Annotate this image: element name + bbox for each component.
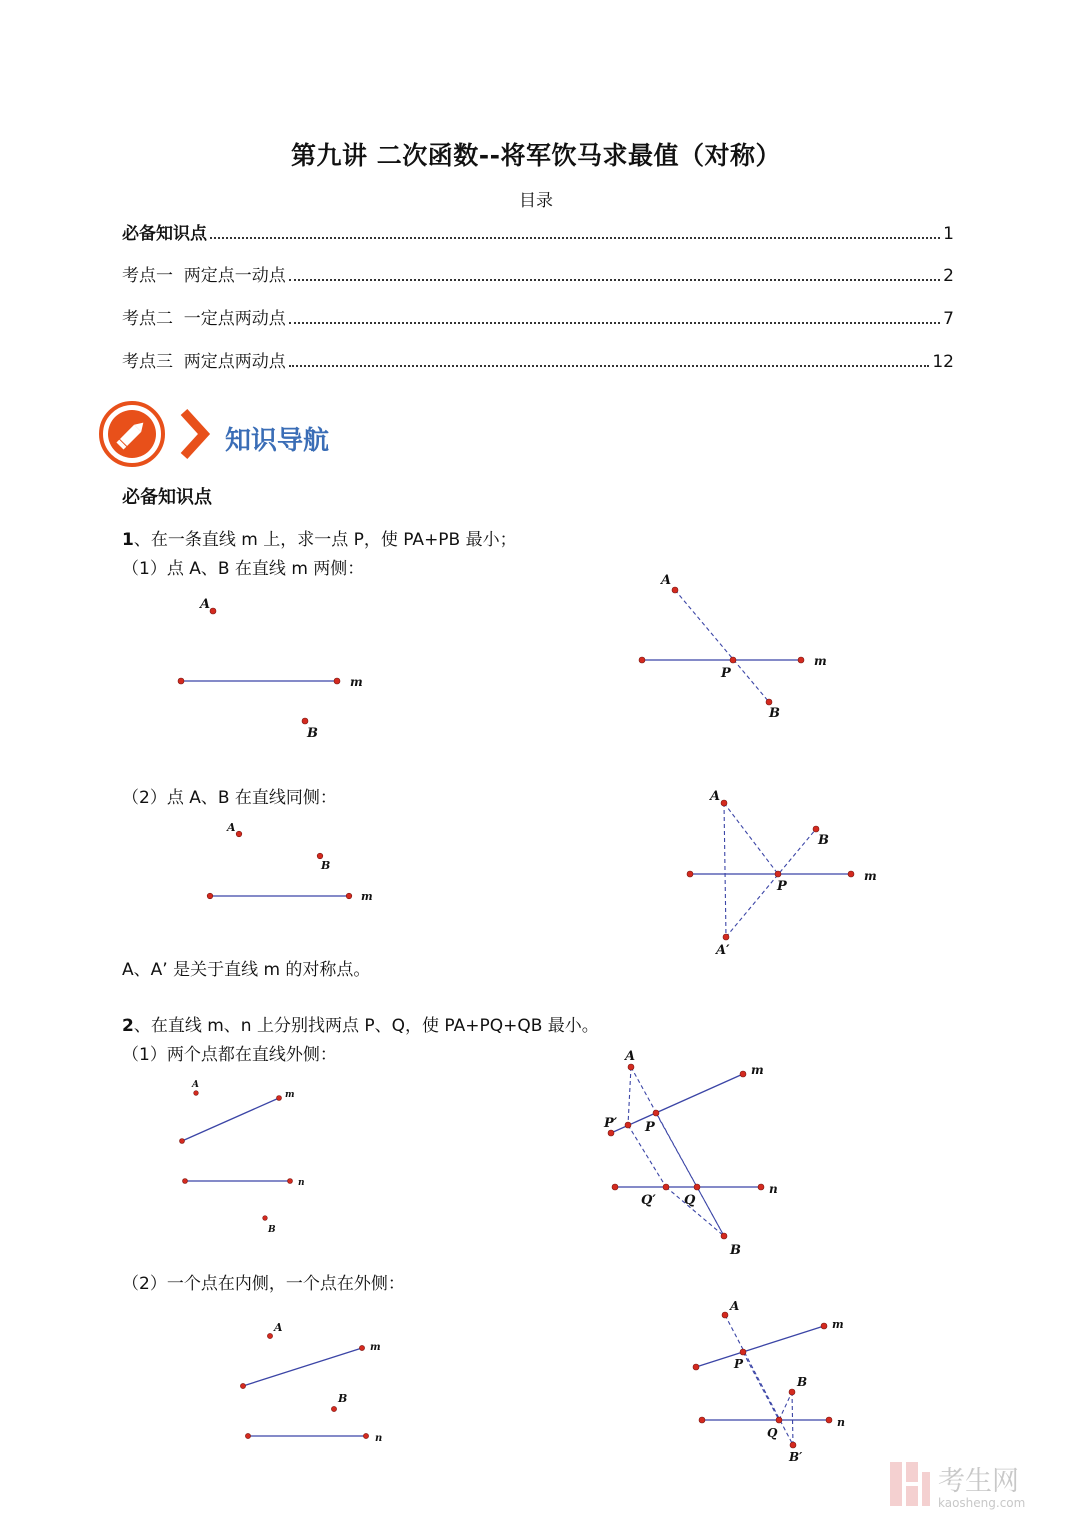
point bbox=[612, 1184, 618, 1190]
label-q-prime: Q′ bbox=[641, 1193, 656, 1208]
point bbox=[740, 1071, 746, 1077]
toc-item-page: 2 bbox=[943, 266, 954, 286]
point-b bbox=[317, 853, 323, 859]
figure-3a bbox=[180, 1080, 305, 1235]
label-a: A bbox=[710, 789, 721, 804]
label-q: Q bbox=[767, 1426, 778, 1440]
point-b bbox=[766, 699, 772, 705]
point bbox=[245, 1433, 250, 1438]
problem-2-case-1: （1）两个点都在直线外侧： bbox=[122, 1045, 337, 1065]
point bbox=[699, 1417, 705, 1423]
point bbox=[826, 1417, 832, 1423]
label-m: m bbox=[350, 675, 363, 689]
point-a bbox=[721, 800, 727, 806]
toc-heading: 目录 bbox=[519, 191, 553, 211]
toc-item-page: 7 bbox=[943, 309, 954, 329]
point bbox=[758, 1184, 764, 1190]
point-b bbox=[263, 1216, 268, 1221]
label-m: m bbox=[751, 1063, 764, 1077]
point-b bbox=[302, 718, 308, 724]
toc-item-label: 考点三 两定点两动点 bbox=[122, 352, 286, 372]
label-m: m bbox=[832, 1318, 844, 1331]
label-b: B bbox=[818, 833, 829, 848]
figure-2b bbox=[687, 789, 877, 958]
label-b: B bbox=[730, 1243, 741, 1258]
point-q bbox=[694, 1184, 700, 1190]
point-b bbox=[331, 1406, 336, 1411]
figure-4b bbox=[693, 1299, 845, 1464]
label-m: m bbox=[361, 890, 373, 903]
point bbox=[240, 1383, 245, 1388]
segment-bb-prime bbox=[792, 1392, 793, 1445]
toc-item-page: 1 bbox=[943, 224, 954, 244]
problem-1-case-2: （2）点 A、B 在直线同侧： bbox=[122, 788, 337, 808]
label-a: A bbox=[730, 1299, 740, 1313]
point-a bbox=[194, 1091, 199, 1096]
segment-pq bbox=[743, 1352, 779, 1420]
point-b bbox=[813, 826, 819, 832]
figure-1b bbox=[639, 573, 827, 721]
point-a bbox=[236, 831, 242, 837]
point bbox=[277, 1096, 282, 1101]
label-b: B bbox=[769, 706, 780, 721]
label-m: m bbox=[864, 869, 877, 883]
figure-2a bbox=[207, 821, 372, 903]
point bbox=[346, 893, 352, 899]
problem-2-text: 、在直线 m、n 上分别找两点 P、Q，使 PA+PQ+QB 最小。 bbox=[133, 1016, 599, 1036]
point bbox=[687, 871, 693, 877]
point bbox=[639, 657, 645, 663]
point bbox=[207, 893, 213, 899]
segment-ap bbox=[724, 803, 778, 874]
point bbox=[363, 1433, 368, 1438]
segment-qb bbox=[779, 1392, 792, 1420]
point-b bbox=[721, 1233, 727, 1239]
label-a: A bbox=[625, 1049, 636, 1064]
problem-1-note: A、A’ 是关于直线 m 的对称点。 bbox=[122, 960, 371, 980]
label-p: P bbox=[777, 879, 787, 894]
point-b bbox=[789, 1389, 795, 1395]
label-n: n bbox=[837, 1416, 845, 1429]
problem-1-case-1: （1）点 A、B 在直线 m 两侧： bbox=[122, 559, 365, 579]
point bbox=[288, 1179, 293, 1184]
problem-1-number: 1 bbox=[122, 530, 134, 550]
label-m: m bbox=[285, 1090, 295, 1100]
point bbox=[180, 1139, 185, 1144]
segment-ab bbox=[675, 590, 769, 702]
point-q-prime bbox=[663, 1184, 669, 1190]
label-a: A bbox=[192, 1080, 199, 1090]
point bbox=[821, 1323, 827, 1329]
logo-mark-icon bbox=[890, 1462, 930, 1506]
point-p bbox=[730, 657, 736, 663]
point bbox=[183, 1179, 188, 1184]
toc-item-label: 考点二 一定点两动点 bbox=[122, 309, 286, 329]
label-m: m bbox=[370, 1342, 381, 1353]
line-m bbox=[182, 1098, 279, 1141]
point-a bbox=[267, 1333, 272, 1338]
label-a: A bbox=[274, 1321, 283, 1334]
watermark-logo bbox=[888, 1460, 1058, 1512]
segment-ab-prime bbox=[725, 1315, 793, 1445]
point-p bbox=[740, 1349, 746, 1355]
point-a-prime bbox=[723, 934, 729, 940]
watermark-text-cn: 考生网 bbox=[938, 1466, 1019, 1497]
label-q: Q bbox=[684, 1193, 696, 1208]
problem-2-case-2: （2）一个点在内侧，一个点在外侧： bbox=[122, 1274, 405, 1294]
label-n: n bbox=[298, 1178, 305, 1188]
label-b-prime: B′ bbox=[789, 1450, 803, 1464]
label-a: A bbox=[200, 597, 211, 612]
label-b: B bbox=[321, 859, 331, 872]
label-a: A bbox=[227, 821, 236, 834]
line-m bbox=[243, 1348, 362, 1386]
label-b: B bbox=[268, 1225, 276, 1235]
label-b: B bbox=[307, 726, 318, 741]
segment-a-prime-b bbox=[726, 829, 816, 937]
problem-2-number: 2 bbox=[122, 1016, 134, 1036]
segment-aa-prime bbox=[724, 803, 726, 937]
label-b: B bbox=[338, 1392, 348, 1405]
figure-1a bbox=[178, 597, 363, 741]
point-b-prime bbox=[790, 1442, 796, 1448]
point bbox=[359, 1345, 364, 1350]
segment-ap-prime bbox=[628, 1067, 631, 1125]
point bbox=[848, 871, 854, 877]
point bbox=[693, 1364, 699, 1370]
point bbox=[798, 657, 804, 663]
label-p: P bbox=[734, 1357, 744, 1371]
figure-4a bbox=[240, 1321, 382, 1444]
watermark-text-en: kaosheng.com bbox=[938, 1496, 1026, 1510]
line-m bbox=[696, 1326, 824, 1367]
label-m: m bbox=[814, 654, 827, 668]
point-p-prime bbox=[625, 1122, 631, 1128]
toc-item-label: 必备知识点 bbox=[122, 224, 207, 244]
label-p-prime: P′ bbox=[604, 1116, 618, 1131]
label-n: n bbox=[375, 1433, 383, 1444]
label-n: n bbox=[769, 1182, 778, 1196]
point-a bbox=[722, 1312, 728, 1318]
toc-item-page: 12 bbox=[932, 352, 954, 372]
point-q bbox=[776, 1417, 782, 1423]
toc-item-label: 考点一 两定点一动点 bbox=[122, 266, 286, 286]
point-a bbox=[210, 608, 216, 614]
point-p bbox=[653, 1110, 659, 1116]
point-p bbox=[775, 871, 781, 877]
label-a: A bbox=[661, 573, 672, 588]
label-p: P bbox=[645, 1120, 655, 1135]
page-title: 第九讲 二次函数--将军饮马求最值（对称） bbox=[291, 141, 781, 170]
section-heading: 必备知识点 bbox=[122, 487, 212, 508]
nav-title: 知识导航 bbox=[225, 426, 330, 456]
point bbox=[178, 678, 184, 684]
problem-1-text: 、在一条直线 m 上，求一点 P，使 PA+PB 最小； bbox=[133, 530, 517, 550]
point-a bbox=[628, 1064, 634, 1070]
label-p: P bbox=[721, 666, 731, 681]
label-b: B bbox=[797, 1375, 808, 1389]
point bbox=[334, 678, 340, 684]
point-a bbox=[672, 587, 678, 593]
label-a-prime: A′ bbox=[716, 943, 730, 958]
figure-3b bbox=[603, 1049, 778, 1258]
